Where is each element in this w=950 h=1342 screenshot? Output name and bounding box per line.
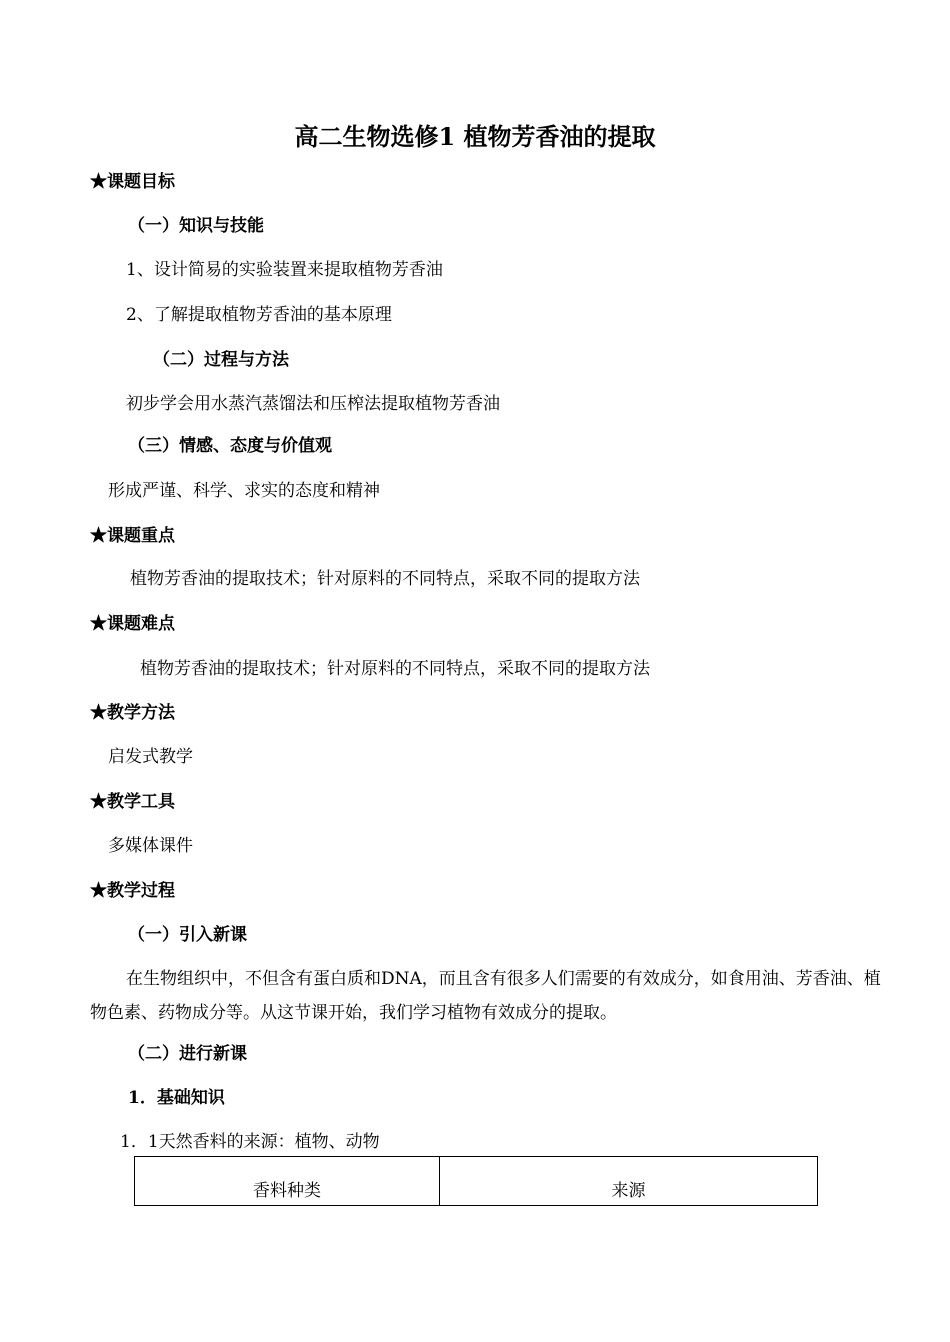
fragrance-source-line: 1．1天然香料的来源：植物、动物 bbox=[120, 1132, 380, 1152]
table-header-type: 香料种类 bbox=[135, 1157, 440, 1206]
teaching-method-heading: ★教学方法 bbox=[90, 703, 175, 723]
teaching-tool-text: 多媒体课件 bbox=[108, 836, 193, 856]
teaching-tool-heading: ★教学工具 bbox=[90, 792, 175, 812]
attitude-heading: （三）情感、态度与价值观 bbox=[128, 436, 332, 456]
attitude-text: 形成严谨、科学、求实的态度和精神 bbox=[108, 481, 380, 501]
key-point-heading: ★课题重点 bbox=[90, 526, 175, 546]
difficulty-heading: ★课题难点 bbox=[90, 614, 175, 634]
knowledge-skills-heading: （一）知识与技能 bbox=[128, 216, 264, 236]
knowledge-item-1: 1、设计简易的实验装置来提取植物芳香油 bbox=[126, 260, 443, 280]
knowledge-item-2: 2、了解提取植物芳香油的基本原理 bbox=[126, 305, 392, 325]
intro-heading: （一）引入新课 bbox=[128, 925, 247, 945]
fragrance-source-table bbox=[134, 1156, 818, 1206]
intro-paragraph: 在生物组织中，不但含有蛋白质和DNA，而且含有很多人们需要的有效成分，如食用油、芳香油、植物色素、药物成分等。从这节课开始，我们学习植物有效成分的提取。 bbox=[90, 969, 881, 1023]
goals-heading: ★课题目标 bbox=[90, 172, 175, 192]
process-method-heading: （二）过程与方法 bbox=[153, 350, 289, 370]
page-title: 高二生物选修1 植物芳香油的提取 bbox=[294, 122, 656, 151]
teaching-process-heading: ★教学过程 bbox=[90, 881, 175, 901]
process-method-text: 初步学会用水蒸汽蒸馏法和压榨法提取植物芳香油 bbox=[126, 394, 500, 414]
basic-knowledge-heading: 1．基础知识 bbox=[128, 1088, 225, 1108]
difficulty-text: 植物芳香油的提取技术；针对原料的不同特点，采取不同的提取方法 bbox=[140, 659, 650, 679]
new-lesson-heading: （二）进行新课 bbox=[128, 1044, 247, 1064]
table-header-source: 来源 bbox=[440, 1157, 818, 1206]
table-row bbox=[135, 1157, 818, 1206]
teaching-method-text: 启发式教学 bbox=[108, 747, 193, 767]
key-point-text: 植物芳香油的提取技术；针对原料的不同特点，采取不同的提取方法 bbox=[130, 569, 640, 589]
